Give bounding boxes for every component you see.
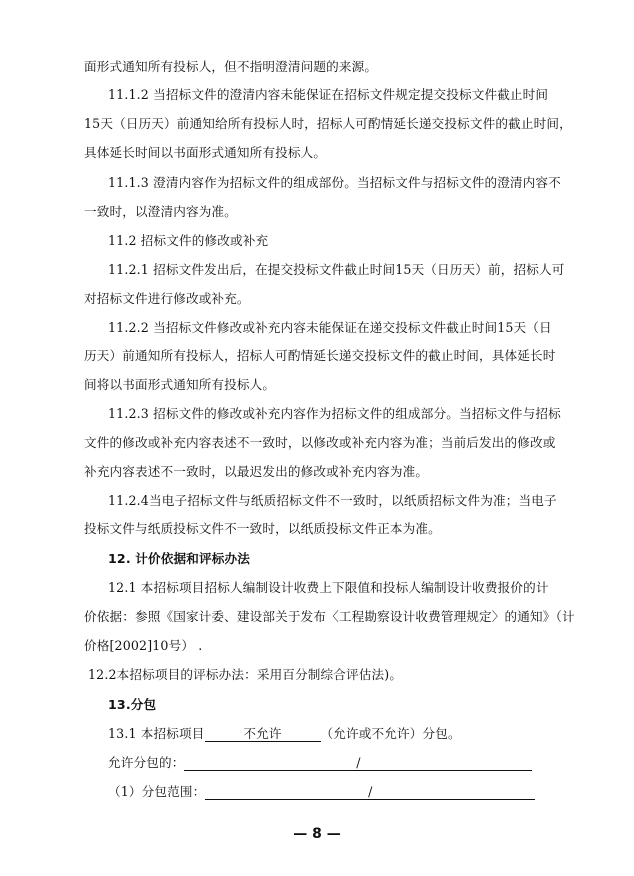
text-line: 价格[2002]10号） . [84, 638, 203, 653]
text-line: 面形式通知所有投标人，但不指明澄清问题的来源。 [84, 59, 378, 74]
subcontract-scope-line [108, 784, 588, 800]
clause-11-1-3: 11.1.3 澄清内容作为招标文件的组成部份。当招标文件与招标文件的澄清内容不 [108, 175, 561, 190]
clause-12-1: 12.1 本招标项目招标人编制设计收费上下限值和投标人编制设计收费报价的计 [108, 580, 549, 595]
subcontract-allowed-field: 不允许 [205, 727, 321, 742]
text-line: 15天（日历天）前通知给所有投标人时，招标人可酌情延长递交投标文件的截止时间， [84, 116, 572, 131]
clause-12-2: 12.2本招标项目的评标办法：采用百分制综合评估法)。 [88, 667, 403, 682]
clause-13-1-prefix: 13.1 本招标项目 [108, 726, 205, 741]
scope-field: / [205, 785, 535, 800]
clause-11-2-2: 11.2.2 当招标文件修改或补充内容未能保证在递交投标文件截止时间15天（日 [108, 320, 552, 335]
text-line: 文件的修改或补充内容表述不一致时，以修改或补充内容为准；当前后发出的修改或 [84, 435, 556, 450]
text-line: 价依据：参照《国家计委、建设部关于发布〈工程勘察设计收费管理规定〉的通知》（计 [84, 609, 575, 624]
section-13-heading: 13.分包 [108, 697, 157, 712]
clause-11-2-3: 11.2.3 招标文件的修改或补充内容作为招标文件的组成部分。当招标文件与招标 [108, 406, 561, 421]
text-line: 间将以书面形式通知所有投标人。 [84, 377, 276, 392]
clause-13-1-suffix: （允许或不允许）分包。 [320, 726, 461, 741]
clause-11-1-2: 11.1.2 当招标文件的澄清内容未能保证在招标文件规定提交投标文件截止时间 [108, 87, 549, 102]
clause-11-2-1: 11.2.1 招标文件发出后，在提交投标文件截止时间15天（日历天）前，招标人可 [108, 262, 565, 277]
section-12-heading: 12. 计价依据和评标办法 [108, 551, 250, 566]
text-line: 补充内容表述不一致时，以最迟发出的修改或补充内容为准。 [84, 464, 429, 479]
subcontract-label: 允许分包的： [108, 755, 185, 770]
subcontract-allowed-line [108, 755, 588, 771]
scope-label: （1）分包范围： [108, 784, 206, 799]
clause-11-2-heading: 11.2 招标文件的修改或补充 [108, 233, 269, 248]
text-line: 具体延长时间以书面形式通知所有投标人。 [84, 145, 327, 160]
text-line: 投标文件与纸质投标文件不一致时，以纸质投标文件正本为准。 [84, 521, 441, 536]
text-line: 对招标文件进行修改或补充。 [84, 291, 250, 306]
text-line: 历天）前通知所有投标人，招标人可酌情延长递交投标文件的截止时间，具体延长时 [84, 348, 556, 363]
subcontract-field: / [184, 756, 532, 771]
page-number: — 8 — [293, 826, 341, 842]
text-line: 一致时，以澄清内容为准。 [84, 204, 237, 219]
clause-13-1 [108, 726, 588, 742]
clause-11-2-4: 11.2.4当电子招标文件与纸质招标文件不一致时，以纸质招标文件为准；当电子 [108, 493, 557, 508]
